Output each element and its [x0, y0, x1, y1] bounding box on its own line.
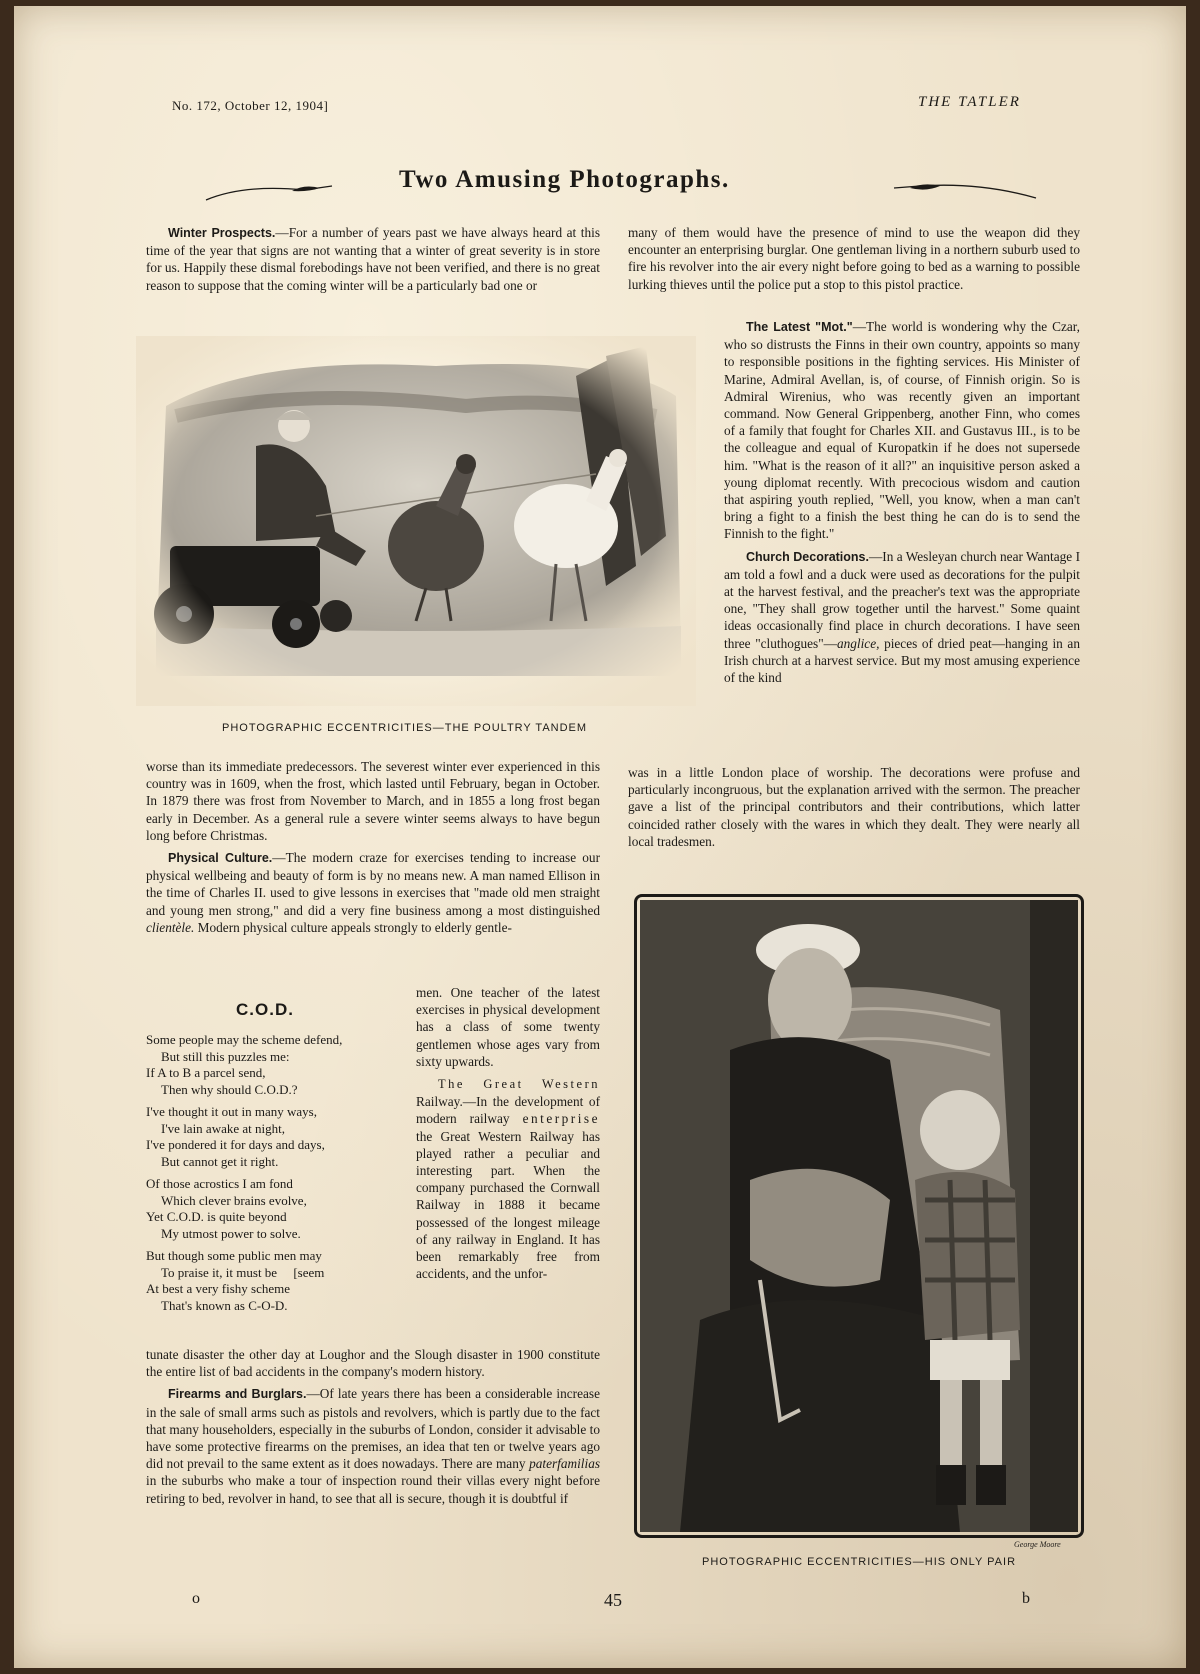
magazine-name: THE TATLER — [918, 94, 1021, 110]
latest-mot-paragraph — [724, 318, 1080, 691]
poem-line: Some people may the scheme defend, — [146, 1032, 343, 1047]
poem-line: Which clever brains evolve, — [161, 1192, 307, 1208]
footer-left-mark: o — [192, 1590, 200, 1607]
church-decorations-text-2: pieces of dried peat—hanging in an Irish church at a harvest service. But my most amusing experience of the kind — [724, 635, 1080, 686]
his-only-pair-photo — [640, 900, 1078, 1532]
poem-line: But though some public men may — [146, 1248, 322, 1263]
issue-line: No. 172, October 12, 1904] — [172, 98, 329, 113]
great-western-text-3: tunate disaster the other day at Loughor and the Slough disaster in 1900 constitute the entire list of bad accidents in the company's modern history. — [146, 1347, 600, 1380]
firearms-continued-text: many of them would have the presence of mind to use the weapon did they encounter an enterprising burglar. One gentleman living in a northern suburb used to fire his revolver into the air every night before going to bed as a warning to possible lurking thieves until the police put a stop to this pistol practice. — [628, 225, 1080, 292]
winter-prospects-paragraph — [146, 224, 600, 299]
clientele-word: clientèle. — [146, 919, 195, 935]
poem-line: Then why should C.O.D.? — [161, 1081, 298, 1097]
firearms-continued — [628, 224, 1080, 298]
great-western-heading: The Great Western — [438, 1077, 600, 1092]
bottom-left-text — [146, 1346, 600, 1512]
winter-prospects-continued — [146, 758, 600, 941]
poem-line: If A to B a parcel send, — [146, 1065, 266, 1080]
magazine-page — [14, 6, 1186, 1668]
left-flourish-ornament — [204, 176, 344, 206]
photo-credit: George Moore — [1014, 1540, 1061, 1549]
church-decorations-heading: Church Decorations. — [746, 549, 869, 564]
poem-line: But still this puzzles me: — [161, 1048, 290, 1064]
poem-line: At best a very fishy scheme — [146, 1281, 291, 1296]
narrow-column — [416, 984, 600, 1287]
cod-poem — [146, 1032, 401, 1320]
poem-line: I've thought it out in many ways, — [146, 1104, 317, 1119]
church-decorations-continued — [628, 764, 1080, 855]
enterprise-word: enterprise — [522, 1111, 600, 1127]
paterfamilias-word: paterfamilias — [529, 1456, 601, 1472]
poem-line: To praise it, it must be [seem — [161, 1264, 325, 1280]
latest-mot-text: —The world is wondering why the Czar, who so distrusts the Finns in their own country, appoints so many to responsible positions in the fighting services. His Minister of Marine, Admiral Avellan, is, of course, of Finnish origin. So is Admiral Wirenius, who was recently given an important command. Now General Grippenberg, another Finn, who comes of a family that fought for Charles XII. and Gustavus III., is to be the colleague and equal of Kuropatkin if he does not supersede him. "What is the reason of it all?" an inquisitive person asked a young diplomat recently. With precocious wisdom and caution that aspiring youth replied, "Well, you know, when a man can't bring a fight to a finish the best thing he can do is to send the Finnish to the fight." — [724, 319, 1080, 542]
winter-prospects-text: —For a number of years past we have always heard at this time of the year that signs are not wanting that a winter of great severity is in store for us. Happily these dismal forebodings have not been verified, and there is no great reason to suppose that the coming winter will be a particularly bad one or — [146, 225, 600, 293]
winter-prospects-text-2: worse than its immediate predecessors. The severest winter ever experienced in this country was in 1609, when the frost, which lasted until February, began in October. In 1879 there was frost from November to March, and in 1855 a long frost began early in December. As a general rule a severe winter seems always to have begun long before Christmas. — [146, 759, 600, 843]
firearms-text: —Of late years there has been a considerable increase in the sale of small arms such as pistols and revolvers, which is partly due to the fact that many householders, especially in the suburbs of London, consider it advisable to have some protective firearms on the premises, an idea that ten or twelve years ago did not prevail to the same extent as it does nowadays. There are many — [146, 1386, 600, 1472]
poem-line: I've lain awake at night, — [161, 1120, 285, 1136]
poem-title: C.O.D. — [236, 1000, 294, 1019]
right-flourish-ornament — [890, 176, 1040, 206]
poem-line: Of those acrostics I am fond — [146, 1176, 293, 1191]
poem-stanza — [146, 1032, 401, 1098]
his-only-pair-frame — [634, 894, 1084, 1538]
great-western-text-2: the Great Western Railway has played rather a peculiar and interesting part. When the company purchased the Cornwall Railway in 1888 it became possessed of the longest mileage of any railway in England. It has been remarkably free from accidents, and the unfor- — [416, 1128, 600, 1282]
great-western-text: Railway.—In the development of modern railway — [416, 1094, 600, 1127]
latest-mot-heading: The Latest "Mot." — [746, 320, 853, 334]
physical-culture-text: —The modern craze for exercises tending to increase our physical wellbeing and beauty of form is by no means new. A man named Ellison in the time of Charles II. used to give lessons in exercises that "made old men straight and young men strong," and did a very fine business among a most distinguished — [146, 850, 600, 918]
poem-line: Yet C.O.D. is quite beyond — [146, 1209, 287, 1224]
poem-stanza — [146, 1248, 401, 1314]
poem-stanza — [146, 1176, 401, 1242]
church-decorations-text: —In a Wesleyan church near Wantage I am told a fowl and a duck were used as decorations for the pulpit at the harvest festival, and the preacher's text was the appropriate one, "They shall grow together until the harvest." Some quaint ideas occasionally find place in church decorations. I have seen three "cluthogues"— — [724, 548, 1081, 651]
poultry-tandem-photo — [136, 336, 696, 706]
poem-line: But cannot get it right. — [161, 1153, 279, 1169]
article-title: Two Amusing Photographs. — [399, 166, 730, 193]
poem-line: My utmost power to solve. — [161, 1225, 301, 1241]
poem-line: That's known as C-O-D. — [161, 1297, 288, 1313]
anglice-word: anglice, — [836, 635, 880, 651]
poem-stanza — [146, 1104, 401, 1170]
poem-line: I've pondered it for days and days, — [146, 1137, 325, 1152]
poultry-tandem-caption: PHOTOGRAPHIC ECCENTRICITIES—THE POULTRY TANDEM — [222, 722, 588, 734]
firearms-text-2: in the suburbs who make a tour of inspection round their villas every night before retiring to bed, revolver in hand, to see that all is secure, though it is doubtful if — [146, 1473, 600, 1506]
physical-culture-text-2: Modern physical culture appeals strongly to elderly gentle- — [194, 919, 512, 935]
his-only-pair-caption: PHOTOGRAPHIC ECCENTRICITIES—HIS ONLY PAIR — [702, 1556, 1017, 1568]
page-number: 45 — [604, 1590, 622, 1610]
firearms-heading: Firearms and Burglars. — [168, 1387, 307, 1402]
physical-culture-text-3: men. One teacher of the latest exercises in physical development has a class of some twenty gentlemen whose ages vary from sixty upwards. — [416, 985, 600, 1069]
church-decorations-text-3: was in a little London place of worship. The decorations were profuse and particularly incongruous, but the explanation arrived with the sermon. The preacher gave a list of the principal contributors and their contributions, which latter coincided rather closely with the wares in which they dealt. They were nearly all local tradesmen. — [628, 765, 1080, 849]
winter-prospects-heading: Winter Prospects. — [168, 226, 276, 240]
footer-right-mark: b — [1022, 1590, 1030, 1607]
physical-culture-heading: Physical Culture. — [168, 851, 273, 866]
